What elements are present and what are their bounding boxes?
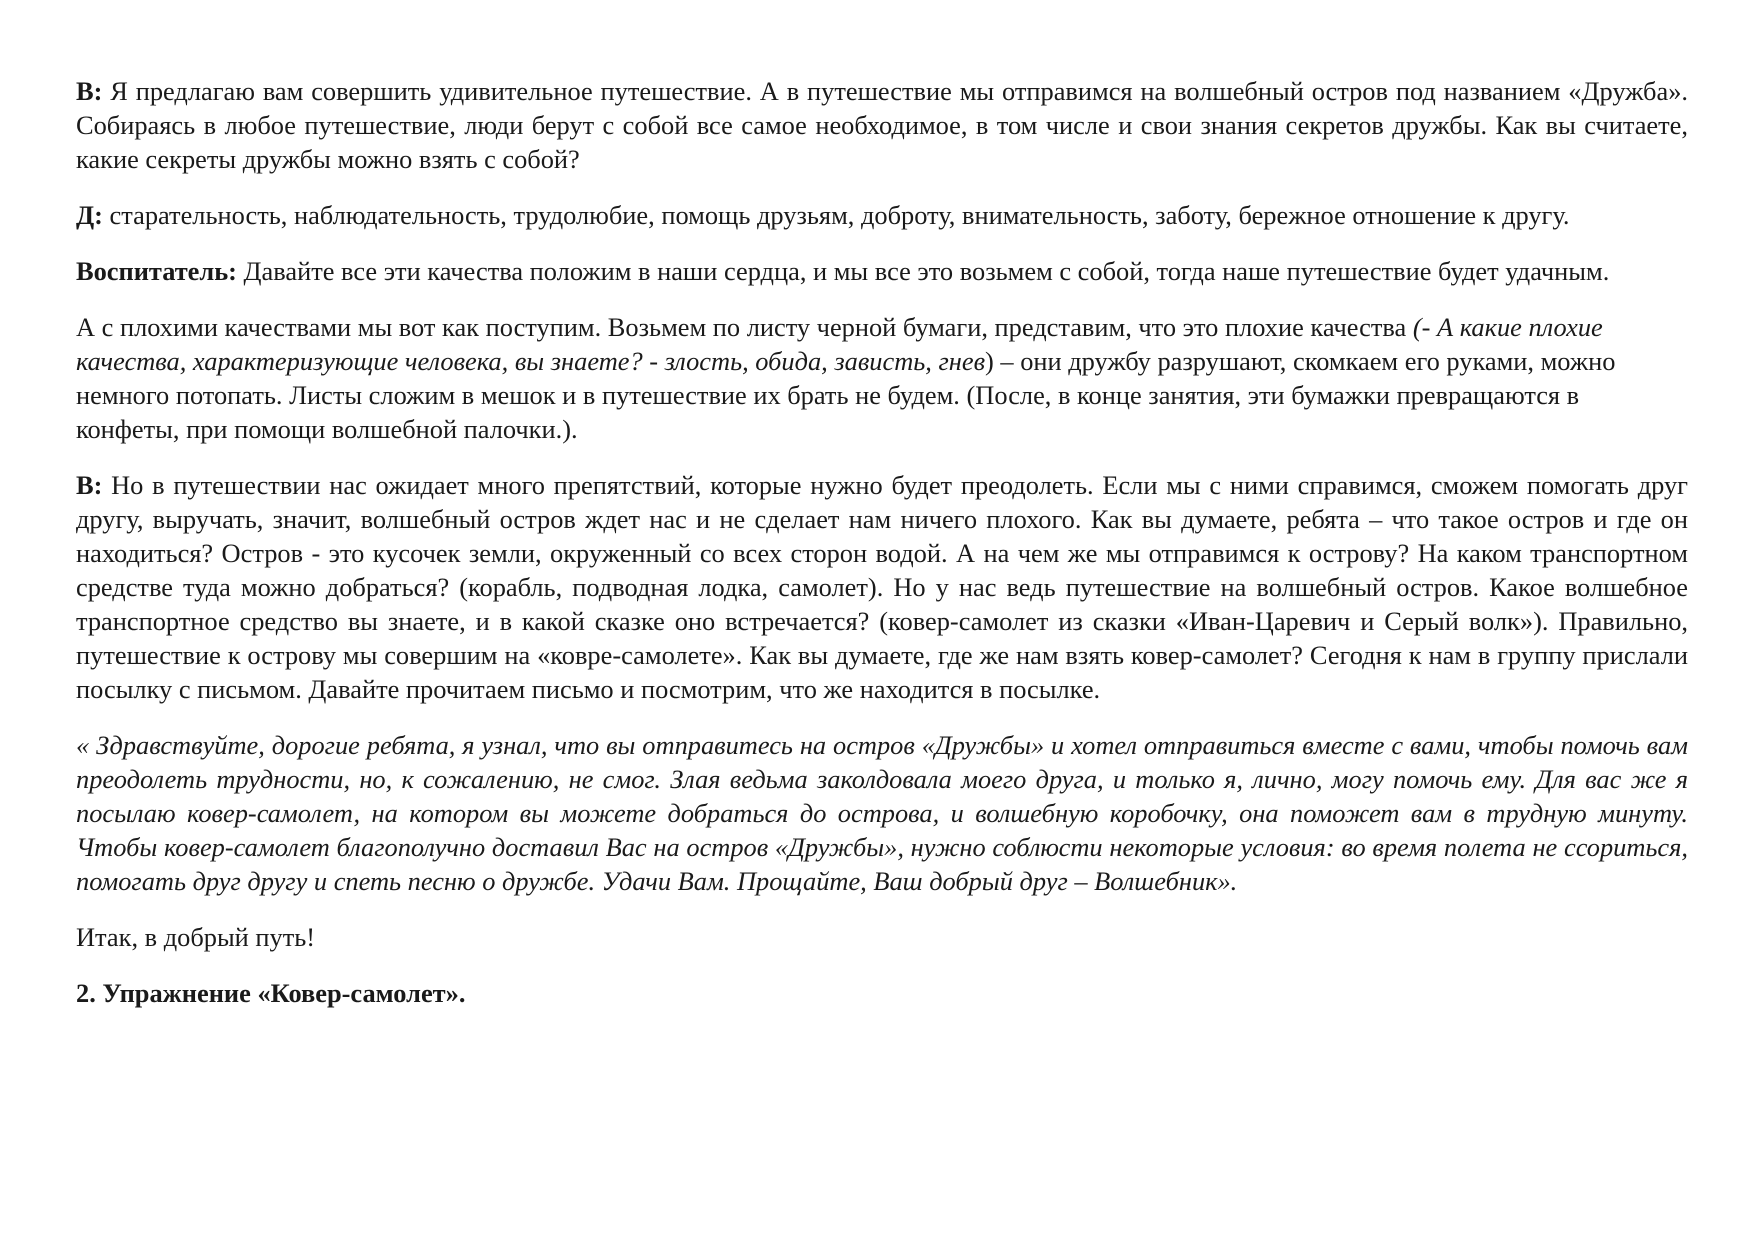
speaker-label: Воспитатель: [76, 256, 237, 286]
paragraph-farewell: Итак, в добрый путь! [76, 922, 316, 952]
paragraph-intro [76, 74, 1688, 176]
paragraph-text-end: ) – они дружбу разрушают, скомкаем его руками, можно немного потопать. Листы сложим в мешок и в путешествие их брать не будем. (После, в конце занятия, эти бумажки превращаются в конфеты, при помощи волшебной палочки.). [76, 346, 1616, 444]
paragraph-bad-qualities [76, 310, 1688, 446]
paragraph-teacher [76, 254, 1688, 288]
paragraph-text: Давайте все эти качества положим в наши сердца, и мы все это возьмем с собой, тогда наше путешествие будет удачным. [236, 256, 1610, 286]
speaker-label: Д: [76, 200, 103, 230]
paragraph-text: старательность, наблюдательность, трудолюбие, помощь друзьям, доброту, внимательность, заботу, бережное отношение к другу. [102, 200, 1570, 230]
paragraph-children-answer [76, 198, 1688, 232]
paragraph-text: Но в путешествии нас ожидает много препятствий, которые нужно будет преодолеть. Если мы с ними справимся, сможем помогать друг другу, выручать, значит, волшебный остров ждет нас и не сделает нам ничего плохого. Как вы думаете, ребята – что такое остров и где он находиться? Остров - это кусочек земли, окруженный со всех сторон водой. А на чем же мы отправимся к острову? На каком транспортном средстве туда можно добраться? (корабль, подводная лодка, самолет). Но у нас ведь путешествие на волшебный остров. Какое волшебное транспортное средство вы знаете, и в какой сказке оно встречается? (ковер-самолет из сказки «Иван-Царевич и Серый волк»). Правильно, путешествие к острову мы совершим на «ковре-самолете». Как вы думаете, где же нам взять ковер-самолет? Сегодня к нам в группу прислали посылку с письмом. Давайте прочитаем письмо и посмотрим, что же находится в посылке. [76, 470, 1688, 704]
heading-text: 2. Упражнение «Ковер-самолет». [76, 978, 466, 1008]
paragraph-journey [76, 468, 1688, 706]
paragraph-text: А с плохими качествами мы вот как поступим. Возьмем по листу черной бумаги, представим, что это плохие качества [76, 312, 1413, 342]
speaker-label: В: [76, 470, 103, 500]
document-page [76, 74, 1688, 1032]
section-heading [76, 976, 1688, 1010]
speaker-label: В: [76, 76, 103, 106]
italic-question: (- А какие плохие качества, характеризующие человека, вы знаете? - злость, обида, зависть, гнев [76, 312, 1603, 376]
paragraph-letter: « Здравствуйте, дорогие ребята, я узнал, что вы отправитесь на остров «Дружбы» и хотел отправиться вместе с вами, чтобы помочь вам преодолеть трудности, но, к сожалению, не смог. Злая ведьма заколдовала моего друга, и только я, лично, могу помочь ему. Для вас же я посылаю ковер-самолет, на котором вы можете добраться до острова, и волшебную коробочку, она поможет вам в трудную минуту. Чтобы ковер-самолет благополучно доставил Вас на остров «Дружбы», нужно соблюсти некоторые условия: во время полета не ссориться, помогать друг другу и спеть песню о дружбе. Удачи Вам. Прощайте, Ваш добрый друг – Волшебник». [76, 730, 1688, 896]
paragraph-text: Я предлагаю вам совершить удивительное путешествие. А в путешествие мы отправимся на волшебный остров под названием «Дружба». Собираясь в любое путешествие, люди берут с собой все самое необходимое, в том числе и свои знания секретов дружбы. Как вы считаете, какие секреты дружбы можно взять с собой? [76, 76, 1688, 174]
